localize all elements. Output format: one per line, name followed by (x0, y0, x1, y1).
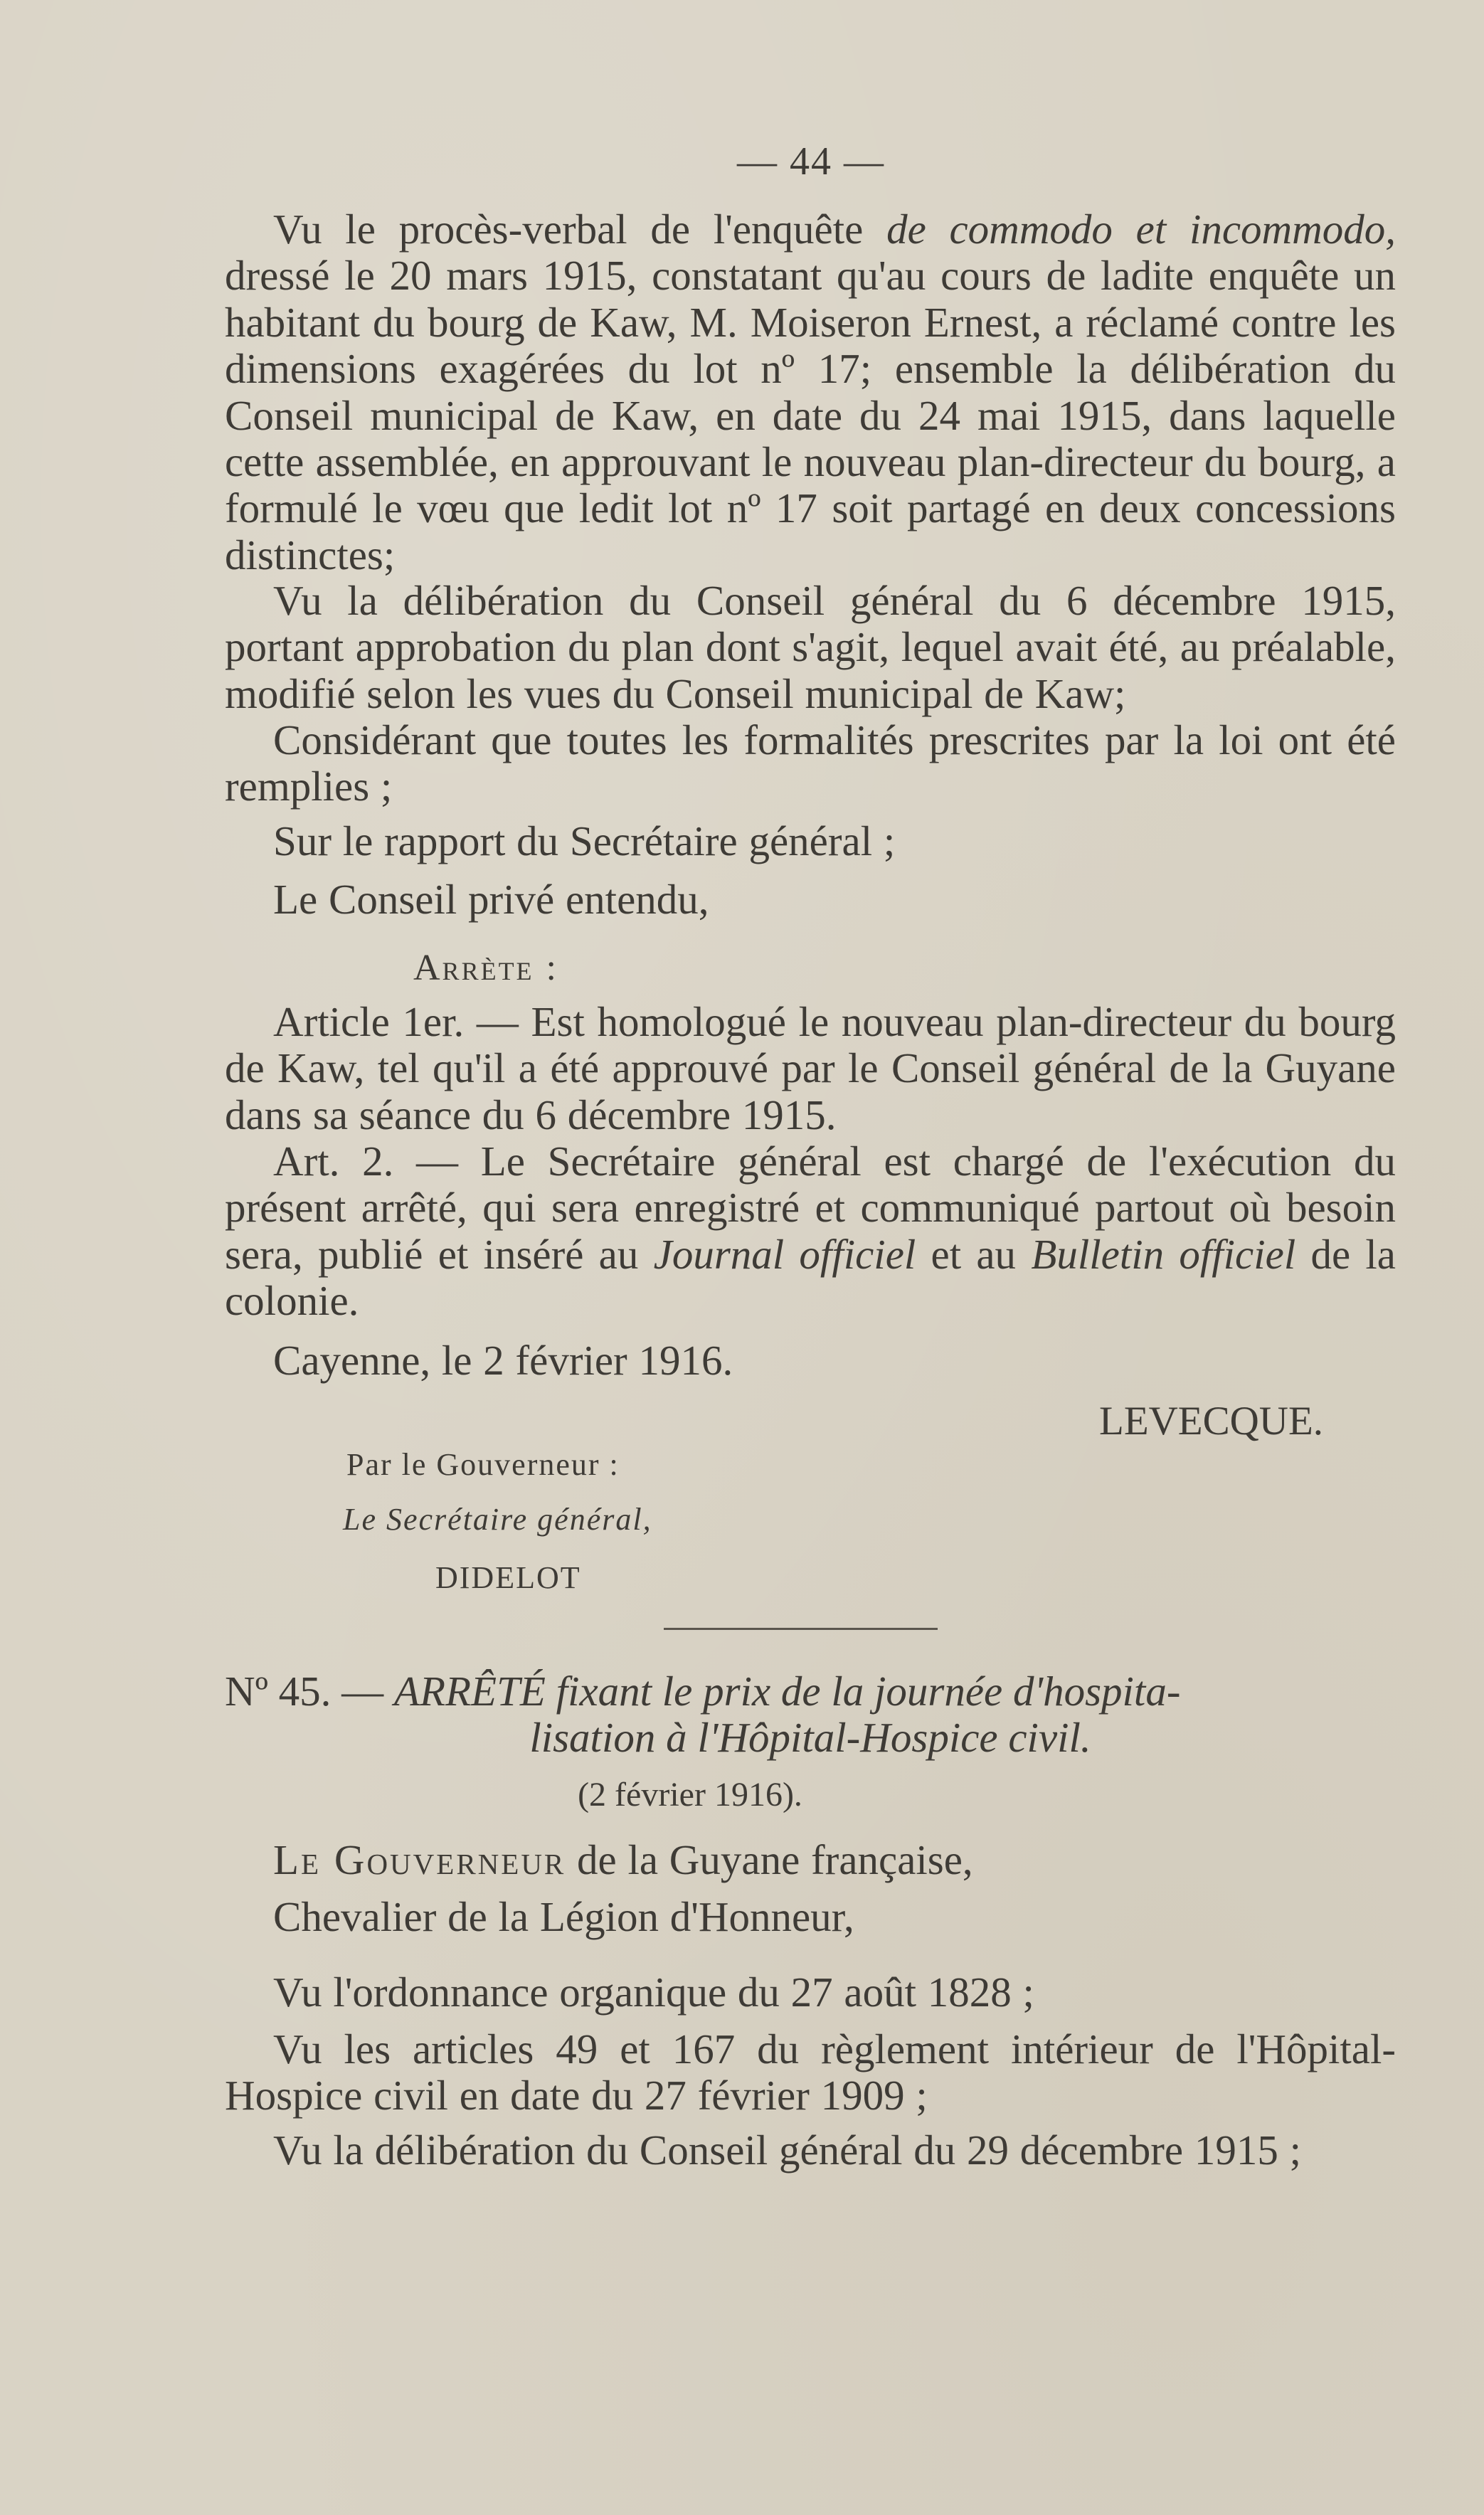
place-date (225, 1338, 1396, 1384)
text-run: dressé le 20 mars 1915, constatant qu'au cours de ladite enquête un habitant du bourg de Kaw, M. Moiseron Ernest, a réclamé contre les dimensions exagérées du lot nº 17; ensemble la délibération du Conseil municipal de Kaw, en date du 24 mai 1915, dans laquelle cette assemblée, en approuvant le nouveau plan-directeur du bourg, a formulé le vœu que ledit lot nº 17 soit partagé en deux concessions distinctes; (225, 252, 1396, 578)
chevalier-line (225, 1894, 1396, 1940)
paragraph-conseil-general (225, 578, 1396, 717)
italic-run: Bulletin officiel (1031, 1230, 1296, 1278)
vu-articles (225, 2026, 1396, 2119)
gouverneur-title: Le Gouverneur (273, 1836, 566, 1883)
section-divider (664, 1628, 938, 1630)
heading-title-line2: lisation à l'Hôpital-Hospice civil. (529, 1714, 1091, 1761)
decree-heading (225, 1668, 1396, 1761)
text-run: et au (916, 1230, 1032, 1278)
text-run: Vu l'ordonnance organique du 27 août 1828 ; (273, 1969, 1034, 2016)
text-run: Vu les articles 49 et 167 du règlement intérieur de l'Hôpital-Hospice civil en date du 27 février 1909 ; (225, 2026, 1396, 2119)
text-run: Considérant que toutes les formalités prescrites par la loi ont été remplies ; (225, 716, 1396, 810)
text-run: Art. 2. — Le Secrétaire général est chargé de l'exécution du présent arrêté, qui sera enregistré et communiqué partout où besoin sera, publié et inséré au (225, 1138, 1396, 1278)
heading-number: Nº 45. — (225, 1668, 394, 1715)
text-run: Le Conseil privé entendu, (273, 876, 709, 923)
paragraph-enquete (225, 206, 1396, 578)
vu-ordonnance (225, 1969, 1396, 2016)
text-run: Chevalier de la Légion d'Honneur, (273, 1893, 854, 1940)
page-number: — 44 — (737, 139, 885, 184)
text-run: Vu le procès-verbal de l'enquête (273, 206, 887, 253)
article-2 (225, 1138, 1396, 1325)
vu-deliberation (225, 2127, 1396, 2174)
arrete-heading (225, 945, 1396, 991)
heading-arrete: ARRÊTÉ (393, 1668, 546, 1715)
heading-title-line1: fixant le prix de la journée d'hospita- (545, 1668, 1181, 1715)
text-run: Article 1er. — Est homologué le nouveau plan-directeur du bourg de Kaw, tel qu'il a été approuvé par le Conseil général de la Guyane dans sa séance du 6 décembre 1915. (225, 998, 1396, 1138)
paragraph-conseil-prive (225, 877, 1396, 923)
text-run: de la Guyane française, (566, 1836, 973, 1883)
italic-run: de commodo et incommodo, (886, 206, 1396, 253)
text-run: Vu la délibération du Conseil général du 6 décembre 1915, portant approbation du plan dont s'agit, lequel avait été, au préalable, modifié selon les vues du Conseil municipal de Kaw; (225, 577, 1396, 717)
italic-run: Journal officiel (653, 1230, 916, 1278)
secretaire-general: Le Secrétaire général, (343, 1502, 652, 1537)
text-run: Cayenne, le 2 février 1916. (273, 1337, 733, 1384)
paragraph-considerant (225, 717, 1396, 810)
gouverneur-line (225, 1837, 1396, 1883)
text-run: Sur le rapport du Secrétaire général ; (273, 817, 896, 864)
text-run: Vu la délibération du Conseil général du 29 décembre 1915 ; (273, 2127, 1301, 2174)
arrete-label: Arrète : (413, 948, 558, 988)
par-le-gouverneur: Par le Gouverneur : (346, 1447, 620, 1482)
signature-levecque: LEVECQUE. (1099, 1399, 1324, 1444)
signature-didelot: DIDELOT (435, 1560, 581, 1595)
paragraph-rapport (225, 818, 1396, 864)
decree-date: (2 février 1916). (578, 1776, 802, 1814)
article-1 (225, 999, 1396, 1138)
text-run: de la colonie. (225, 1230, 1396, 1325)
